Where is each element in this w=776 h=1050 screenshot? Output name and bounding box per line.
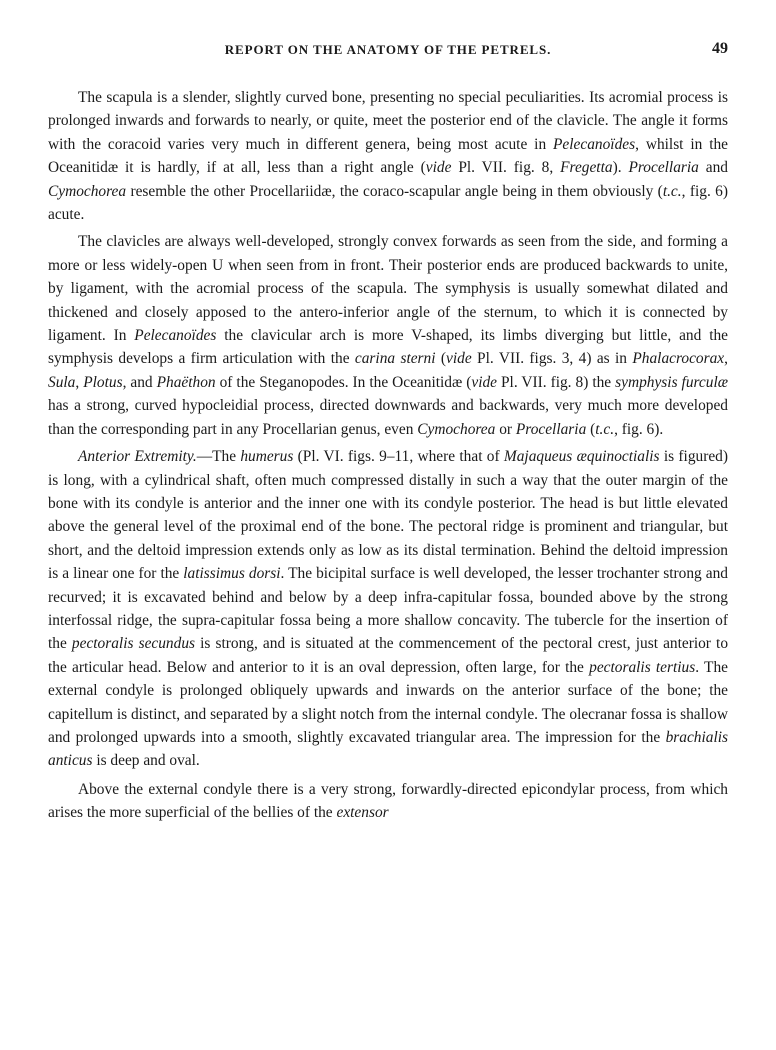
paragraph-scapula: The scapula is a slender, slightly curved bone, presenting no special peculiarities. Its acromial process is prolonged inwards and forwards to nearly, or quite, meet the posterior end of the clavicle. The angle it forms with the coracoid varies very much in different genera, being most acute in Pelecanoïdes, whilst in the Oceanitidæ it is hardly, if at all, less than a right angle (vide Pl. VII. fig. 8, Fregetta). Procellaria and Cymochorea resemble the other Procellariidæ, the coraco-scapular angle being in them obviously (t.c., fig. 6) acute. xyxy=(48,89,728,224)
running-header xyxy=(48,40,728,66)
paragraph-anterior-extremity: Anterior Extremity.—The humerus (Pl. VI. figs. 9–11, where that of Majaqueus æquinoctialis is figured) is long, with a cylindrical shaft, often much compressed distally in such a way that the outer margin of the bone with its condyle is anterior and the inner one with its condyle posterior. The head is but little elevated above the general level of the proximal end of the bone. The pectoral ridge is prominent and triangular, but short, and the deltoid impression extends only as low as its distal termination. Behind the deltoid impression is a linear one for the latissimus dorsi. The bicipital surface is well developed, the lesser trochanter strong and recurved; it is excavated behind and below by a deep infra-capitular fossa, bounded above by the strong interfossal ridge, the supra-capitular fossa being a more shallow concavity. The tubercle for the insertion of the pectoralis secundus is strong, and is situated at the commencement of the pectoral crest, just anterior to the articular head. Below and anterior to it is an oval depression, often large, for the pectoralis tertius. The external condyle is prolonged obliquely upwards and inwards on the anterior surface of the bone; the capitellum is distinct, and separated by a slight notch from the internal condyle. The olecranar fossa is shallow and prolonged upwards into a smooth, slightly excavated triangular area. The impression for the brachialis anticus is deep and oval. xyxy=(48,448,729,770)
page-number: 49 xyxy=(712,40,728,57)
page xyxy=(48,40,728,825)
running-title: REPORT ON THE ANATOMY OF THE PETRELS. xyxy=(224,42,552,57)
paragraph-epicondylar: Above the external condyle there is a very strong, forwardly-directed epicondylar process, from which arises the more superficial of the bellies of the extensor xyxy=(48,780,728,822)
paragraph-clavicles: The clavicles are always well-developed, strongly convex forwards as seen from the side, and forming a more or less widely-open U when seen from in front. Their posterior ends are produced backwards to unite, by ligament, with the acromial process of the scapula. The symphysis is usually somewhat dilated and thickened and closely apposed to the antero-inferior angle of the sternum, to which it is connected by ligament. In Pelecanoïdes the clavicular arch is more V-shaped, its limbs diverging but little, and the symphysis develops a firm articulation with the carina sterni (vide Pl. VII. figs. 3, 4) as in Phalacrocorax, Sula, Plotus, and Phaëthon of the Steganopodes. In the Oceanitidæ (vide Pl. VII. fig. 8) the symphysis furculæ has a strong, curved hypocleidial process, directed downwards and backwards, very much more developed than the corresponding part in any Procellarian genus, even Cymochorea or Procellaria (t.c., fig. 6). xyxy=(48,233,729,438)
